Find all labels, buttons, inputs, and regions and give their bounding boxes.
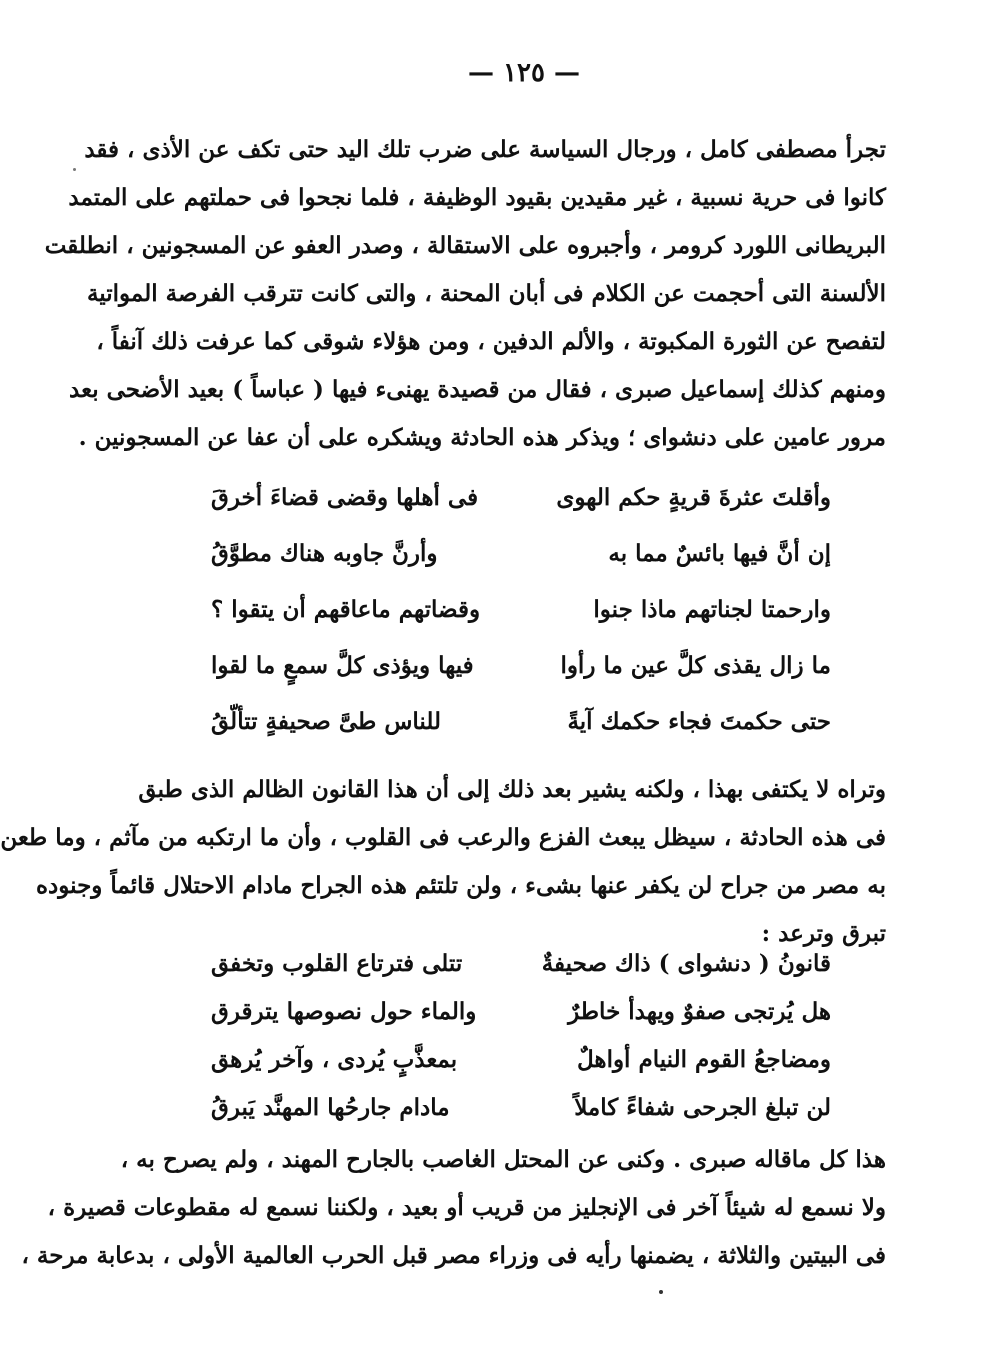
verse-second-hemistich: للناس طىَّ صحيفةٍ تتألّقُ (211, 708, 441, 735)
paragraph-law (0, 766, 886, 958)
verse-first-hemistich: وأقلتَ عثرةَ قريةٍ حكم الهوى (556, 484, 831, 511)
text-line: تجرأ مصطفى كامل ، ورجال السياسة على ضرب تلك اليد حتى تكف عن الأذى ، فقد (84, 136, 886, 163)
paragraph-intro (44, 126, 886, 462)
verse (211, 470, 831, 526)
margin-speck (73, 168, 76, 171)
verse-second-hemistich: وقضاتهم ماعاقهم أن يتقوا ؟ (211, 596, 481, 623)
verse-second-hemistich: وأرنَّ جاوبه هناك مطوَّقُ (211, 540, 438, 567)
verse (211, 582, 831, 638)
verse-second-hemistich: تتلى فترتاع القلوب وتخفق (211, 950, 463, 977)
verse-second-hemistich: بمعذَّبٍ يُردى ، وآخر يُرهق (211, 1046, 458, 1073)
text-line: ومنهم كذلك إسماعيل صبرى ، فقال من قصيدة يهنىء فيها ( عباساً ) بعيد الأضحى بعد (69, 376, 886, 403)
verse-second-hemistich: مادام جارحُها المهنَّد يَبرقُ (211, 1094, 450, 1121)
ink-dot (659, 1290, 663, 1294)
poem-second (211, 940, 831, 1132)
text-line: ولا نسمع له شيئاً آخر فى الإنجليز من قريب أو بعيد ، ولكننا نسمع له مقطوعات قصيرة ، (47, 1194, 886, 1221)
verse-first-hemistich: حتى حكمتَ فجاء حكمك آيةً (567, 708, 831, 735)
text-line: فى هذه الحادثة ، سيظل يبعث الفزع والرعب فى القلوب ، وأن ما ارتكبه من مآثم ، وما طعن (0, 824, 886, 851)
text-line: مرور عامين على دنشواى ؛ ويذكر هذه الحادثة ويشكره على أن عفا عن المسجونين . (78, 424, 886, 451)
verse-first-hemistich: ومضاجعُ القوم النيام أواهلٌ (577, 1046, 831, 1073)
poem-first (211, 470, 831, 750)
verse (211, 1084, 831, 1132)
text-line: فى البيتين والثلاثة ، يضمنها رأيه فى وزراء مصر قبل الحرب العالمية الأولى ، بدعابة مرحة ، (21, 1242, 886, 1269)
text-line: وتراه لا يكتفى بهذا ، ولكنه يشير بعد ذلك إلى أن هذا القانون الظالم الذى طبق (138, 776, 886, 803)
verse (211, 694, 831, 750)
verse (211, 1036, 831, 1084)
text-line: لتفصح عن الثورة المكبوتة ، والألم الدفين ، ومن هؤلاء شوقى كما عرفت ذلك آنفاً ، (96, 328, 886, 355)
text-line: به مصر من جراح لن يكفر عنها بشىء ، ولن تلتئم هذه الجراح مادام الاحتلال قائماً وجنوده (35, 872, 886, 899)
text-line: كانوا فى حرية نسبية ، غير مقيدين بقيود الوظيفة ، فلما نجحوا فى حملتهم على المتمد (68, 184, 886, 211)
verse-first-hemistich: قانونُ ( دنشواى ) ذاك صحيفةٌ (541, 950, 831, 977)
text-line: تبرق وترعد : (761, 920, 886, 947)
text-line: الألسنة التى أحجمت عن الكلام فى أبان المحنة ، والتى كانت تترقب الفرصة المواتية (86, 280, 886, 307)
verse-second-hemistich: فيها ويؤذى كلَّ سمعٍ ما لقوا (211, 652, 474, 679)
verse (211, 988, 831, 1036)
verse-first-hemistich: وارحمتا لجناتهم ماذا جنوا (593, 596, 831, 623)
text-line: البريطانى اللورد كرومر ، وأجبروه على الاستقالة ، وصدر العفو عن المسجونين ، انطلقت (44, 232, 886, 259)
verse-second-hemistich: فى أهلها وقضى قضاءَ أخرقَ (211, 484, 479, 511)
page-number: — ١٢٥ — (467, 58, 581, 88)
verse-first-hemistich: هل يُرتجى صفوٌ ويهدأ خاطرٌ (568, 998, 831, 1025)
verse (211, 638, 831, 694)
verse-first-hemistich: لن تبلغ الجرحى شفاءً كاملاً (574, 1094, 831, 1121)
verse-second-hemistich: والماء حول نصوصها يترقرق (211, 998, 477, 1025)
verse (211, 526, 831, 582)
text-line: هذا كل ماقاله صبرى . وكنى عن المحتل الغاصب بالجارح المهند ، ولم يصرح به ، (120, 1146, 886, 1173)
verse-first-hemistich: ما زال يقذى كلَّ عين ما رأوا (560, 652, 831, 679)
verse (211, 940, 831, 988)
verse-first-hemistich: إن أنَّ فيها بائسٌ مما به (608, 540, 831, 567)
paragraph-conclusion (21, 1136, 886, 1280)
